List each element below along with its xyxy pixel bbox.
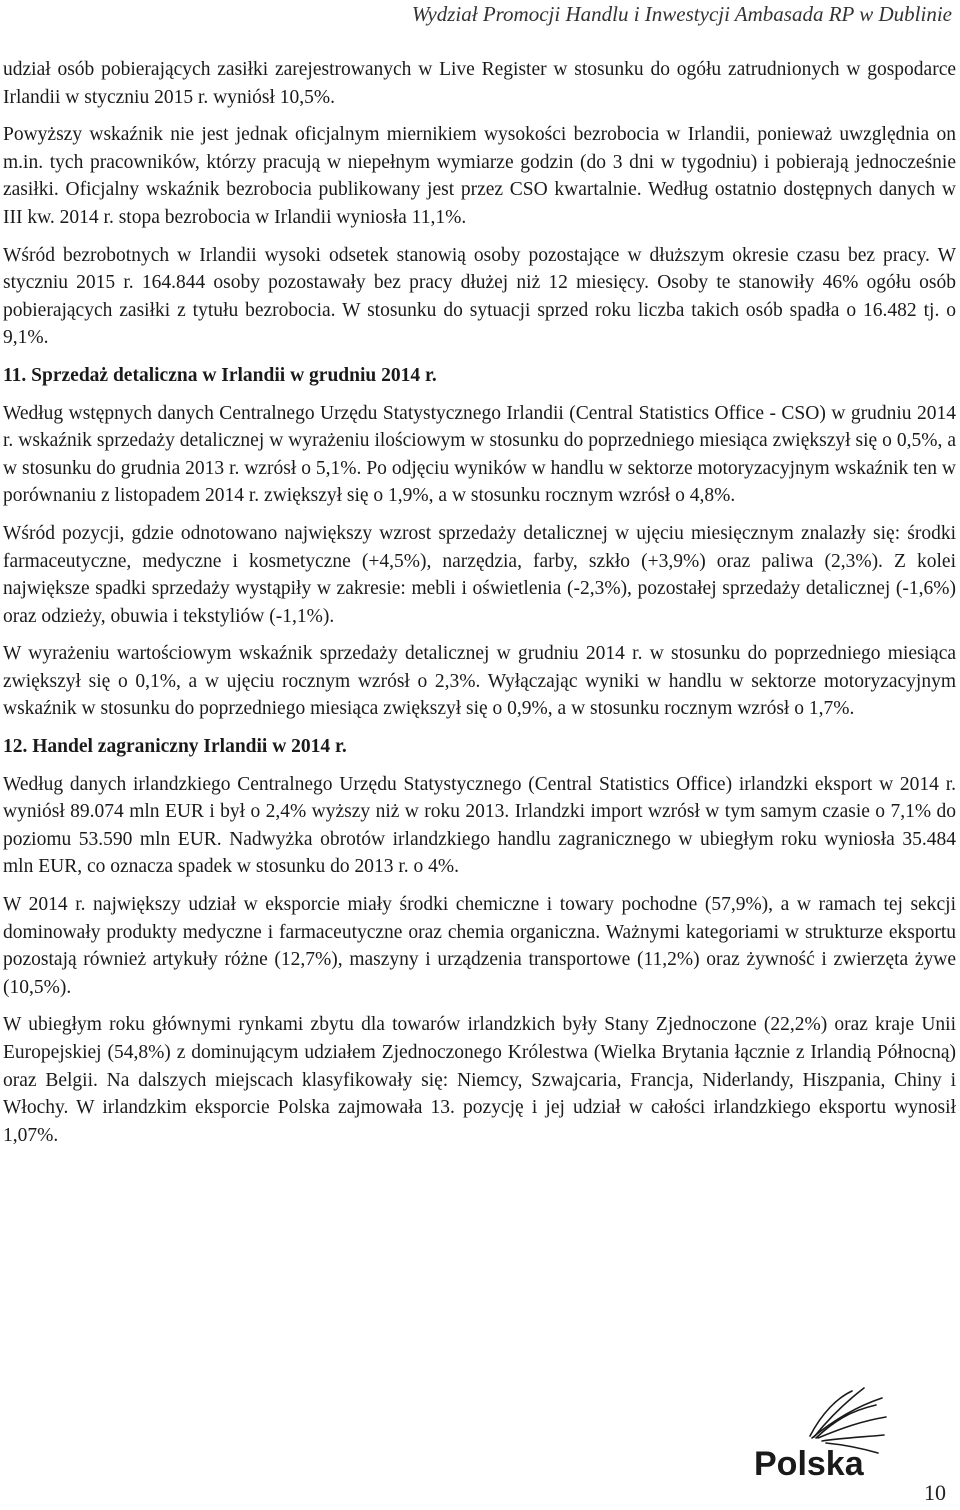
paragraph-official-unemployment: Powyższy wskaźnik nie jest jednak oficjalnym miernikiem wysokości bezrobocia w Irlandii, ponieważ uwzględnia on m.in. tych pracowników, którzy pracują w niepełnym wymiarze godzin (do 3 dni w tygodniu) i pobierają jednocześnie zasiłki. Oficjalny wskaźnik bezrobocia publikowany jest przez CSO kwartalnie. Według ostatnio dostępnych danych w III kw. 2014 r. stopa bezrobocia w Irlandii wyniosła 11,1%.: [3, 124, 956, 228]
paragraph-long-term-unemployed: Wśród bezrobotnych w Irlandii wysoki odsetek stanowią osoby pozostające w dłuższym okresie czasu bez pracy. W styczniu 2015 r. 164.844 osoby pozostawały bez pracy dłużej niż 12 miesięcy. Osoby te stanowiły 46% ogółu osób pobierających zasiłki z tytułu bezrobocia. W stosunku do sytuacji sprzed roku liczba takich osób spadła o 16.482 tj. o 9,1%.: [3, 244, 956, 349]
paragraph-export-structure: W 2014 r. największy udział w eksporcie miały środki chemiczne i towary pochodne (57,9%), a w ramach tej sekcji dominowały produkty medyczne i farmaceutyczne oraz chemia organiczna. Ważnymi kategoriami w strukturze eksportu pozostają również artykuły różne (12,7%), maszyny i urządzenia transportowe (11,2%) oraz żywność i zwierzęta żywe (10,5%).: [3, 894, 956, 998]
paragraph-live-register: udział osób pobierających zasiłki zarejestrowanych w Live Register w stosunku do ogółu zatrudnionych w gospodarce Irlandii w styczniu 2015 r. wyniósł 10,5%.: [3, 59, 956, 108]
section-heading-foreign-trade: 12. Handel zagraniczny Irlandii w 2014 r.: [3, 736, 347, 758]
polska-logo-graphic: [752, 1383, 892, 1483]
paragraph-retail-categories: Wśród pozycji, gdzie odnotowano największy wzrost sprzedaży detalicznej w ujęciu miesięcznym znalazły się: środki farmaceutyczne, medyczne i kosmetyczne (+4,5%), narzędzia, farby, szkło (+3,9%) oraz paliwa (2,3%). Z kolei największe spadki sprzedaży wystąpiły w zakresie: mebli i oświetlenia (-2,3%), pozostałej sprzedaży detalicznej (-1,6%) oraz odzieży, obuwia i tekstyliów (-1,1%).: [3, 522, 956, 627]
polska-logo: [752, 1383, 892, 1483]
polska-logo-text: Polska: [754, 1445, 864, 1483]
page-number: 10: [924, 1480, 946, 1505]
document-body: [3, 56, 956, 1159]
document-header: Wydział Promocji Handlu i Inwestycji Ambasada RP w Dublinie: [411, 2, 952, 26]
section-heading-retail-sales: 11. Sprzedaż detaliczna w Irlandii w grudniu 2014 r.: [3, 364, 437, 386]
paragraph-retail-value: W wyrażeniu wartościowym wskaźnik sprzedaży detalicznej w grudniu 2014 r. w stosunku do poprzedniego miesiąca zwiększył się o 0,1%, a w ujęciu rocznym wzrósł o 2,3%. Wyłączając wyniki w handlu w sektorze motoryzacyjnym wskaźnik w stosunku do poprzedniego miesiąca zwiększył się o 0,9%, a w stosunku rocznym wzrósł o 1,7%.: [3, 643, 956, 720]
paragraph-export-markets: W ubiegłym roku głównymi rynkami zbytu dla towarów irlandzkich były Stany Zjednoczone (22,2%) oraz kraje Unii Europejskiej (54,8%) z dominującym udziałem Zjednoczonego Królestwa (Wielka Brytania łącznie z Irlandią Północną) oraz Belgii. Na dalszych miejscach klasyfikowały się: Niemcy, Szwajcaria, Francja, Niderlandy, Hiszpania, Chiny i Włochy. W irlandzkim eksporcie Polska zajmowała 13. pozycję i jej udział w całości irlandzkiego eksportu wynosił 1,07%.: [3, 1014, 956, 1146]
paragraph-retail-volume: Według wstępnych danych Centralnego Urzędu Statystycznego Irlandii (Central Statistics Office - CSO) w grudniu 2014 r. wskaźnik sprzedaży detalicznej w wyrażeniu ilościowym w stosunku do poprzedniego miesiąca zwiększył się o 0,5%, a w stosunku do grudnia 2013 r. wzrósł o 5,1%. Po odjęciu wyników w handlu w sektorze motoryzacyjnym wskaźnik ten w porównaniu z listopadem 2014 r. zwiększył się o 1,9%, a w stosunku rocznym wzrósł o 4,8%.: [3, 402, 956, 507]
paragraph-export-import: Według danych irlandzkiego Centralnego Urzędu Statystycznego (Central Statistics Office) irlandzki eksport w 2014 r. wyniósł 89.074 mln EUR i był o 2,4% wyższy niż w roku 2013. Irlandzki import wzrósł w tym samym czasie o 7,1% do poziomu 53.590 mln EUR. Nadwyżka obrotów irlandzkiego handlu zagranicznego w ubiegłym roku wyniosła 35.484 mln EUR, co oznacza spadek w stosunku do 2013 r. o 4%.: [3, 773, 956, 878]
